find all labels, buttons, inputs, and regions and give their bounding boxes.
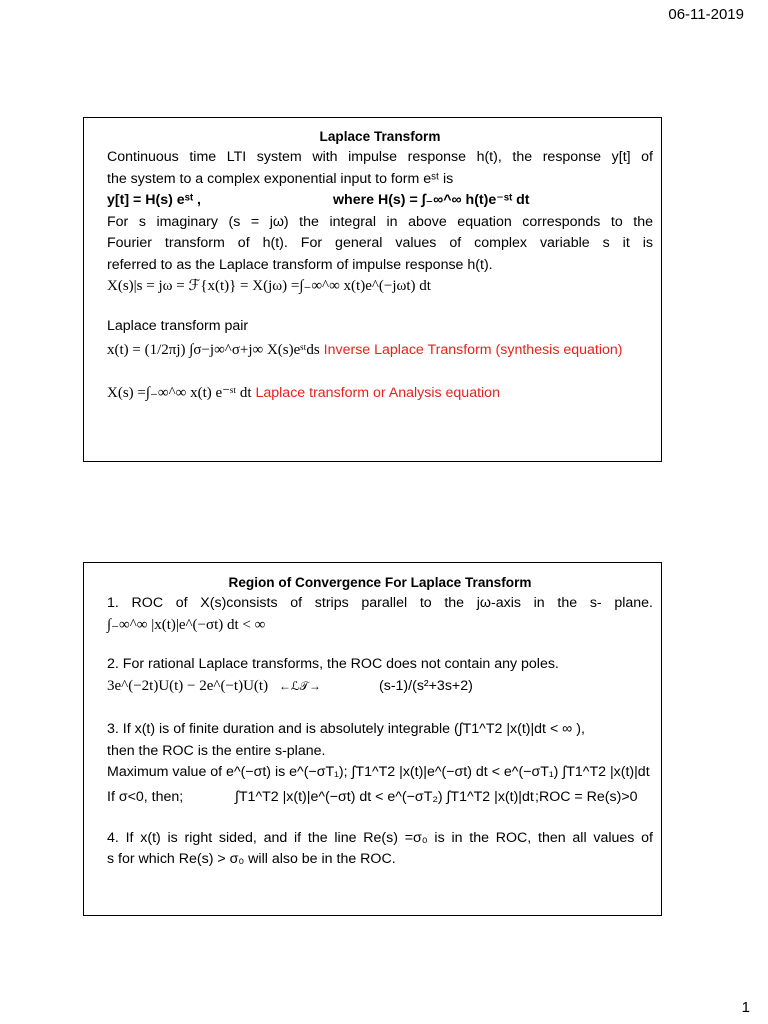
equation-inverse-line (107, 337, 653, 363)
equation-time-domain: 3e^(−2t)U(t) − 2e^(−t)U(t) (107, 677, 269, 694)
text-line: Laplace transform pair (107, 317, 249, 334)
page-number: 1 (741, 999, 750, 1016)
equation-transfer-function: where H(s) = ∫₋∞^∞ h(t)e⁻ˢᵗ dt (333, 192, 530, 208)
equation-output: y[t] = H(s) eˢᵗ , (107, 192, 201, 208)
equation-fourier: X(s)|s = jω = ℱ{x(t)} = X(jω) =∫₋∞^∞ x(t)e^(−jωt) dt (107, 278, 431, 294)
text-line: 3. If x(t) is of finite duration and is absolutely integrable (∫T1^T2 |x(t)|dt < ∞ ), (107, 721, 585, 737)
date-header: 06-11-2019 (668, 6, 744, 23)
forward-label: Laplace transform or Analysis equation (255, 385, 500, 401)
equation-s-domain: (s-1)/(s²+3s+2) (379, 677, 473, 694)
equation-line (107, 784, 653, 810)
text-line: 1. ROC of X(s)consists of strips parallel to the jω-axis in the s- plane. (107, 595, 653, 611)
roc-result: ;ROC = Re(s)>0 (535, 788, 638, 805)
text-line: s for which Re(s) > σ₀ will also be in the ROC. (107, 851, 396, 867)
equation-forward-line (107, 381, 653, 405)
text-line: the system to a complex exponential input to form eˢᵗ is (107, 170, 454, 187)
equation-line (107, 676, 653, 698)
slide-laplace-transform (83, 117, 662, 462)
text-line: Continuous time LTI system with impulse response h(t), the response y[t] of (107, 149, 653, 165)
slide-region-of-convergence (83, 562, 662, 916)
slide-title: Laplace Transform (319, 129, 441, 144)
equation-inverse: x(t) = (1/2πj) ∫σ−j∞^σ+j∞ X(s)eˢᵗds (107, 342, 320, 358)
text-line: then the ROC is the entire s-plane. (107, 742, 326, 759)
equation-line (107, 190, 653, 212)
text-line: Fourier transform of h(t). For general values of complex variable s it is (107, 235, 653, 251)
slide-title: Region of Convergence For Laplace Transform (228, 575, 532, 590)
condition-text: If σ<0, then; (107, 788, 184, 805)
inequality: ∫T1^T2 |x(t)|e^(−σt) dt < e^(−σT₂) ∫T1^T2 |x(t)|dt (235, 788, 534, 805)
inverse-label: Inverse Laplace Transform (synthesis equation) (323, 342, 623, 358)
equation-forward: X(s) =∫₋∞^∞ x(t) e⁻ˢᵗ dt (107, 385, 252, 401)
text-line: For s imaginary (s = jω) the integral in above equation corresponds to the (107, 213, 653, 230)
text-line: referred to as the Laplace transform of impulse response h(t). (107, 256, 493, 273)
text-line: 2. For rational Laplace transforms, the ROC does not contain any poles. (107, 656, 559, 672)
text-line: Maximum value of e^(−σt) is e^(−σT₁); ∫T1^T2 |x(t)|e^(−σt) dt < e^(−σT₁) ∫T1^T2 |x(t)|dt (107, 764, 650, 780)
text-line: 4. If x(t) is right sided, and if the line Re(s) =σ₀ is in the ROC, then all values of (107, 829, 653, 846)
equation-line: ∫₋∞^∞ |x(t)|e^(−σt) dt < ∞ (107, 616, 266, 633)
transform-arrow: ←ℒ𝒯→ (279, 678, 321, 693)
